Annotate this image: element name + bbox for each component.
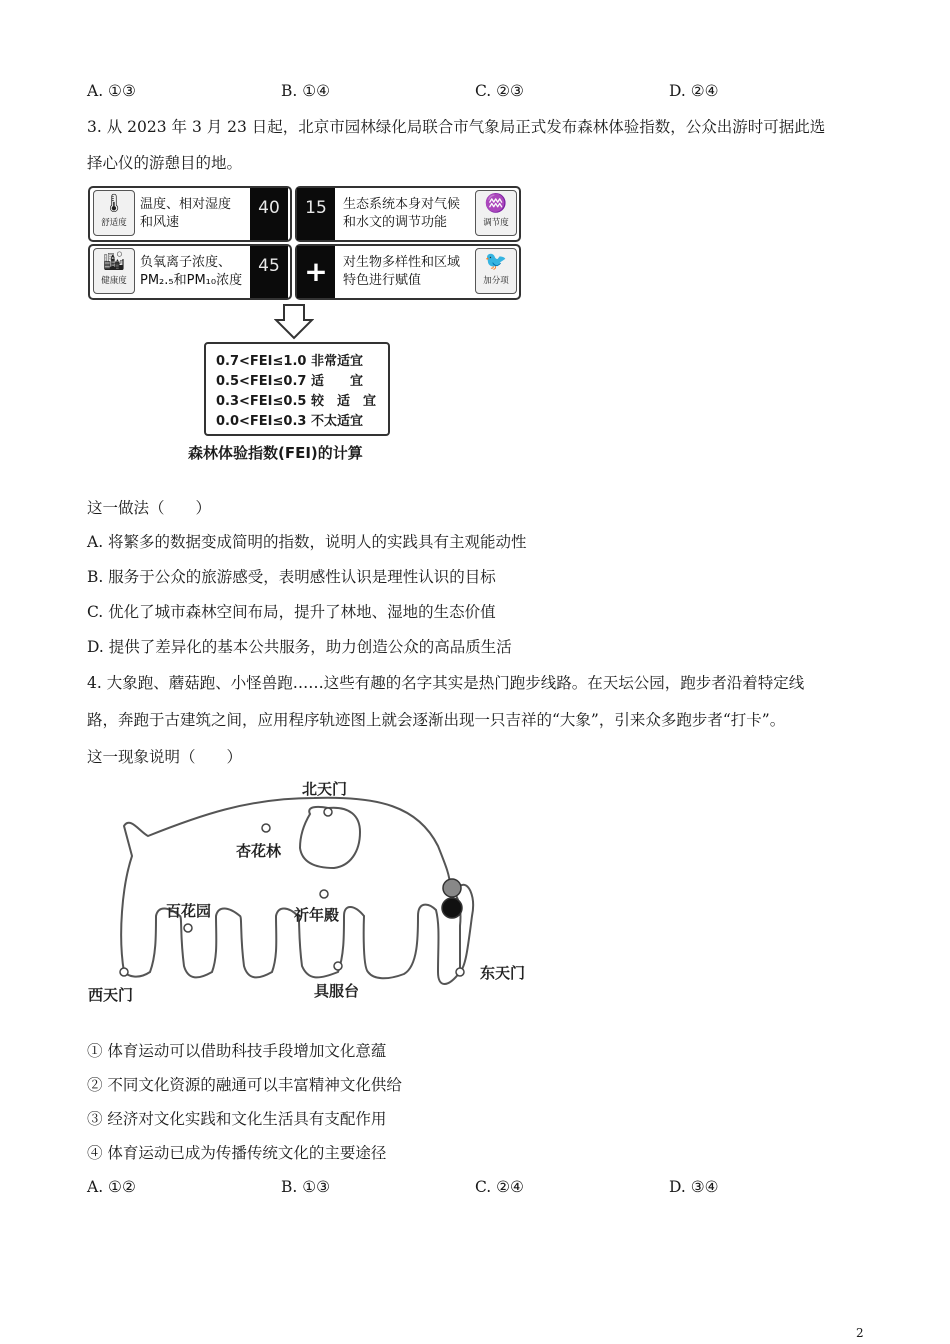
comfort-desc-line1: 温度、相对湿度 — [140, 197, 232, 212]
q2-option-b[interactable]: B. ①④ — [281, 82, 331, 100]
regulation-desc-line1: 生态系统本身对气候 — [343, 197, 461, 212]
q3-option-c[interactable]: C. 优化了城市森林空间布局，提升了林地、湿地的生态价值 — [87, 603, 496, 621]
elephant-route-path — [88, 776, 548, 1006]
fei-range-2: 0.5<FEI≤0.7 适 宜 — [216, 374, 363, 389]
bonus-box — [295, 244, 521, 300]
bonus-desc-line1: 对生物多样性和区域 — [343, 255, 461, 270]
q3-option-a[interactable]: A. 将繁多的数据变成简明的指数，说明人的实践具有主观能动性 — [87, 533, 527, 551]
water-icon: ♒ 调节度 — [475, 190, 517, 236]
q4-stem-line2: 路，奔跑于古建筑之间，应用程序轨迹图上就会逐渐出现一只吉祥的“大象”，引来众多跑步者“打卡”。 — [87, 711, 786, 729]
q2-option-d[interactable]: D. ②④ — [669, 82, 719, 100]
q2-option-a[interactable]: A. ①③ — [87, 82, 136, 100]
q4-stem-line1: 4. 大象跑、蘑菇跑、小怪兽跑……这些有趣的名字其实是热门跑步线路。在天坛公园，跑步者沿着特定线 — [87, 674, 805, 692]
label-east-gate: 东天门 — [480, 964, 526, 982]
health-desc-line1: 负氧离子浓度、 — [140, 255, 232, 270]
health-box — [88, 244, 292, 300]
comfort-desc-line2: 和风速 — [140, 215, 180, 230]
regulation-score: 15 — [297, 188, 335, 240]
label-flower-garden: 百花园 — [166, 902, 212, 920]
health-score: 45 — [250, 246, 288, 298]
q3-prompt: 这一做法（ ） — [87, 499, 212, 517]
regulation-box — [295, 186, 521, 242]
label-north-gate: 北天门 — [302, 780, 348, 798]
regulation-desc-line2: 和水文的调节功能 — [343, 215, 448, 230]
comfort-icon: 🌡 舒适度 — [93, 190, 135, 236]
fei-range-3: 0.3<FEI≤0.5 较 适 宜 — [216, 394, 376, 409]
bird-icon: 🐦 加分项 — [475, 248, 517, 294]
q3-option-d[interactable]: D. 提供了差异化的基本公共服务，助力创造公众的高品质生活 — [87, 638, 512, 656]
label-prayer-hall: 祈年殿 — [294, 906, 340, 924]
label-west-gate: 西天门 — [88, 986, 134, 1004]
q3-stem-line2: 择心仪的游憩目的地。 — [87, 154, 243, 172]
city-icon: 🏙 健康度 — [93, 248, 135, 294]
plus-icon: + — [297, 246, 335, 298]
label-apricot-grove: 杏花林 — [236, 842, 282, 860]
q3-stem-line1: 3. 从 2023 年 3 月 23 日起，北京市园林绿化局联合市气象局正式发布森林体验指数，公众出游时可据此选 — [87, 118, 826, 136]
fei-caption: 森林体验指数(FEI)的计算 — [188, 444, 363, 462]
fei-range-4: 0.0<FEI≤0.3 不太适宜 — [216, 414, 363, 429]
q4-statement-3: ③ 经济对文化实践和文化生活具有支配作用 — [87, 1110, 387, 1128]
page-number: 2 — [856, 1326, 864, 1340]
comfort-box — [88, 186, 292, 242]
q4-option-c[interactable]: C. ②④ — [475, 1178, 524, 1196]
down-arrow-icon — [274, 304, 314, 340]
bonus-desc-line2: 特色进行赋值 — [343, 273, 422, 288]
q2-options — [87, 82, 887, 102]
label-dressing-terrace: 具服台 — [314, 982, 360, 1000]
q4-statement-1: ① 体育运动可以借助科技手段增加文化意蕴 — [87, 1042, 387, 1060]
fei-figure — [88, 186, 520, 466]
health-desc-line2: PM₂.₅和PM₁₀浓度 — [140, 273, 243, 288]
fei-range-box — [204, 342, 390, 436]
comfort-score: 40 — [250, 188, 288, 240]
q3-option-b[interactable]: B. 服务于公众的旅游感受，表明感性认识是理性认识的目标 — [87, 568, 496, 586]
q4-option-b[interactable]: B. ①③ — [281, 1178, 331, 1196]
elephant-route-map — [88, 776, 548, 1006]
q4-stem-line3: 这一现象说明（ ） — [87, 748, 243, 766]
q2-option-c[interactable]: C. ②③ — [475, 82, 524, 100]
q4-statement-2: ② 不同文化资源的融通可以丰富精神文化供给 — [87, 1076, 402, 1094]
q4-option-a[interactable]: A. ①② — [87, 1178, 136, 1196]
fei-range-1: 0.7<FEI≤1.0 非常适宜 — [216, 354, 363, 369]
q4-options — [87, 1178, 887, 1198]
q4-statement-4: ④ 体育运动已成为传播传统文化的主要途径 — [87, 1144, 387, 1162]
q4-option-d[interactable]: D. ③④ — [669, 1178, 719, 1196]
